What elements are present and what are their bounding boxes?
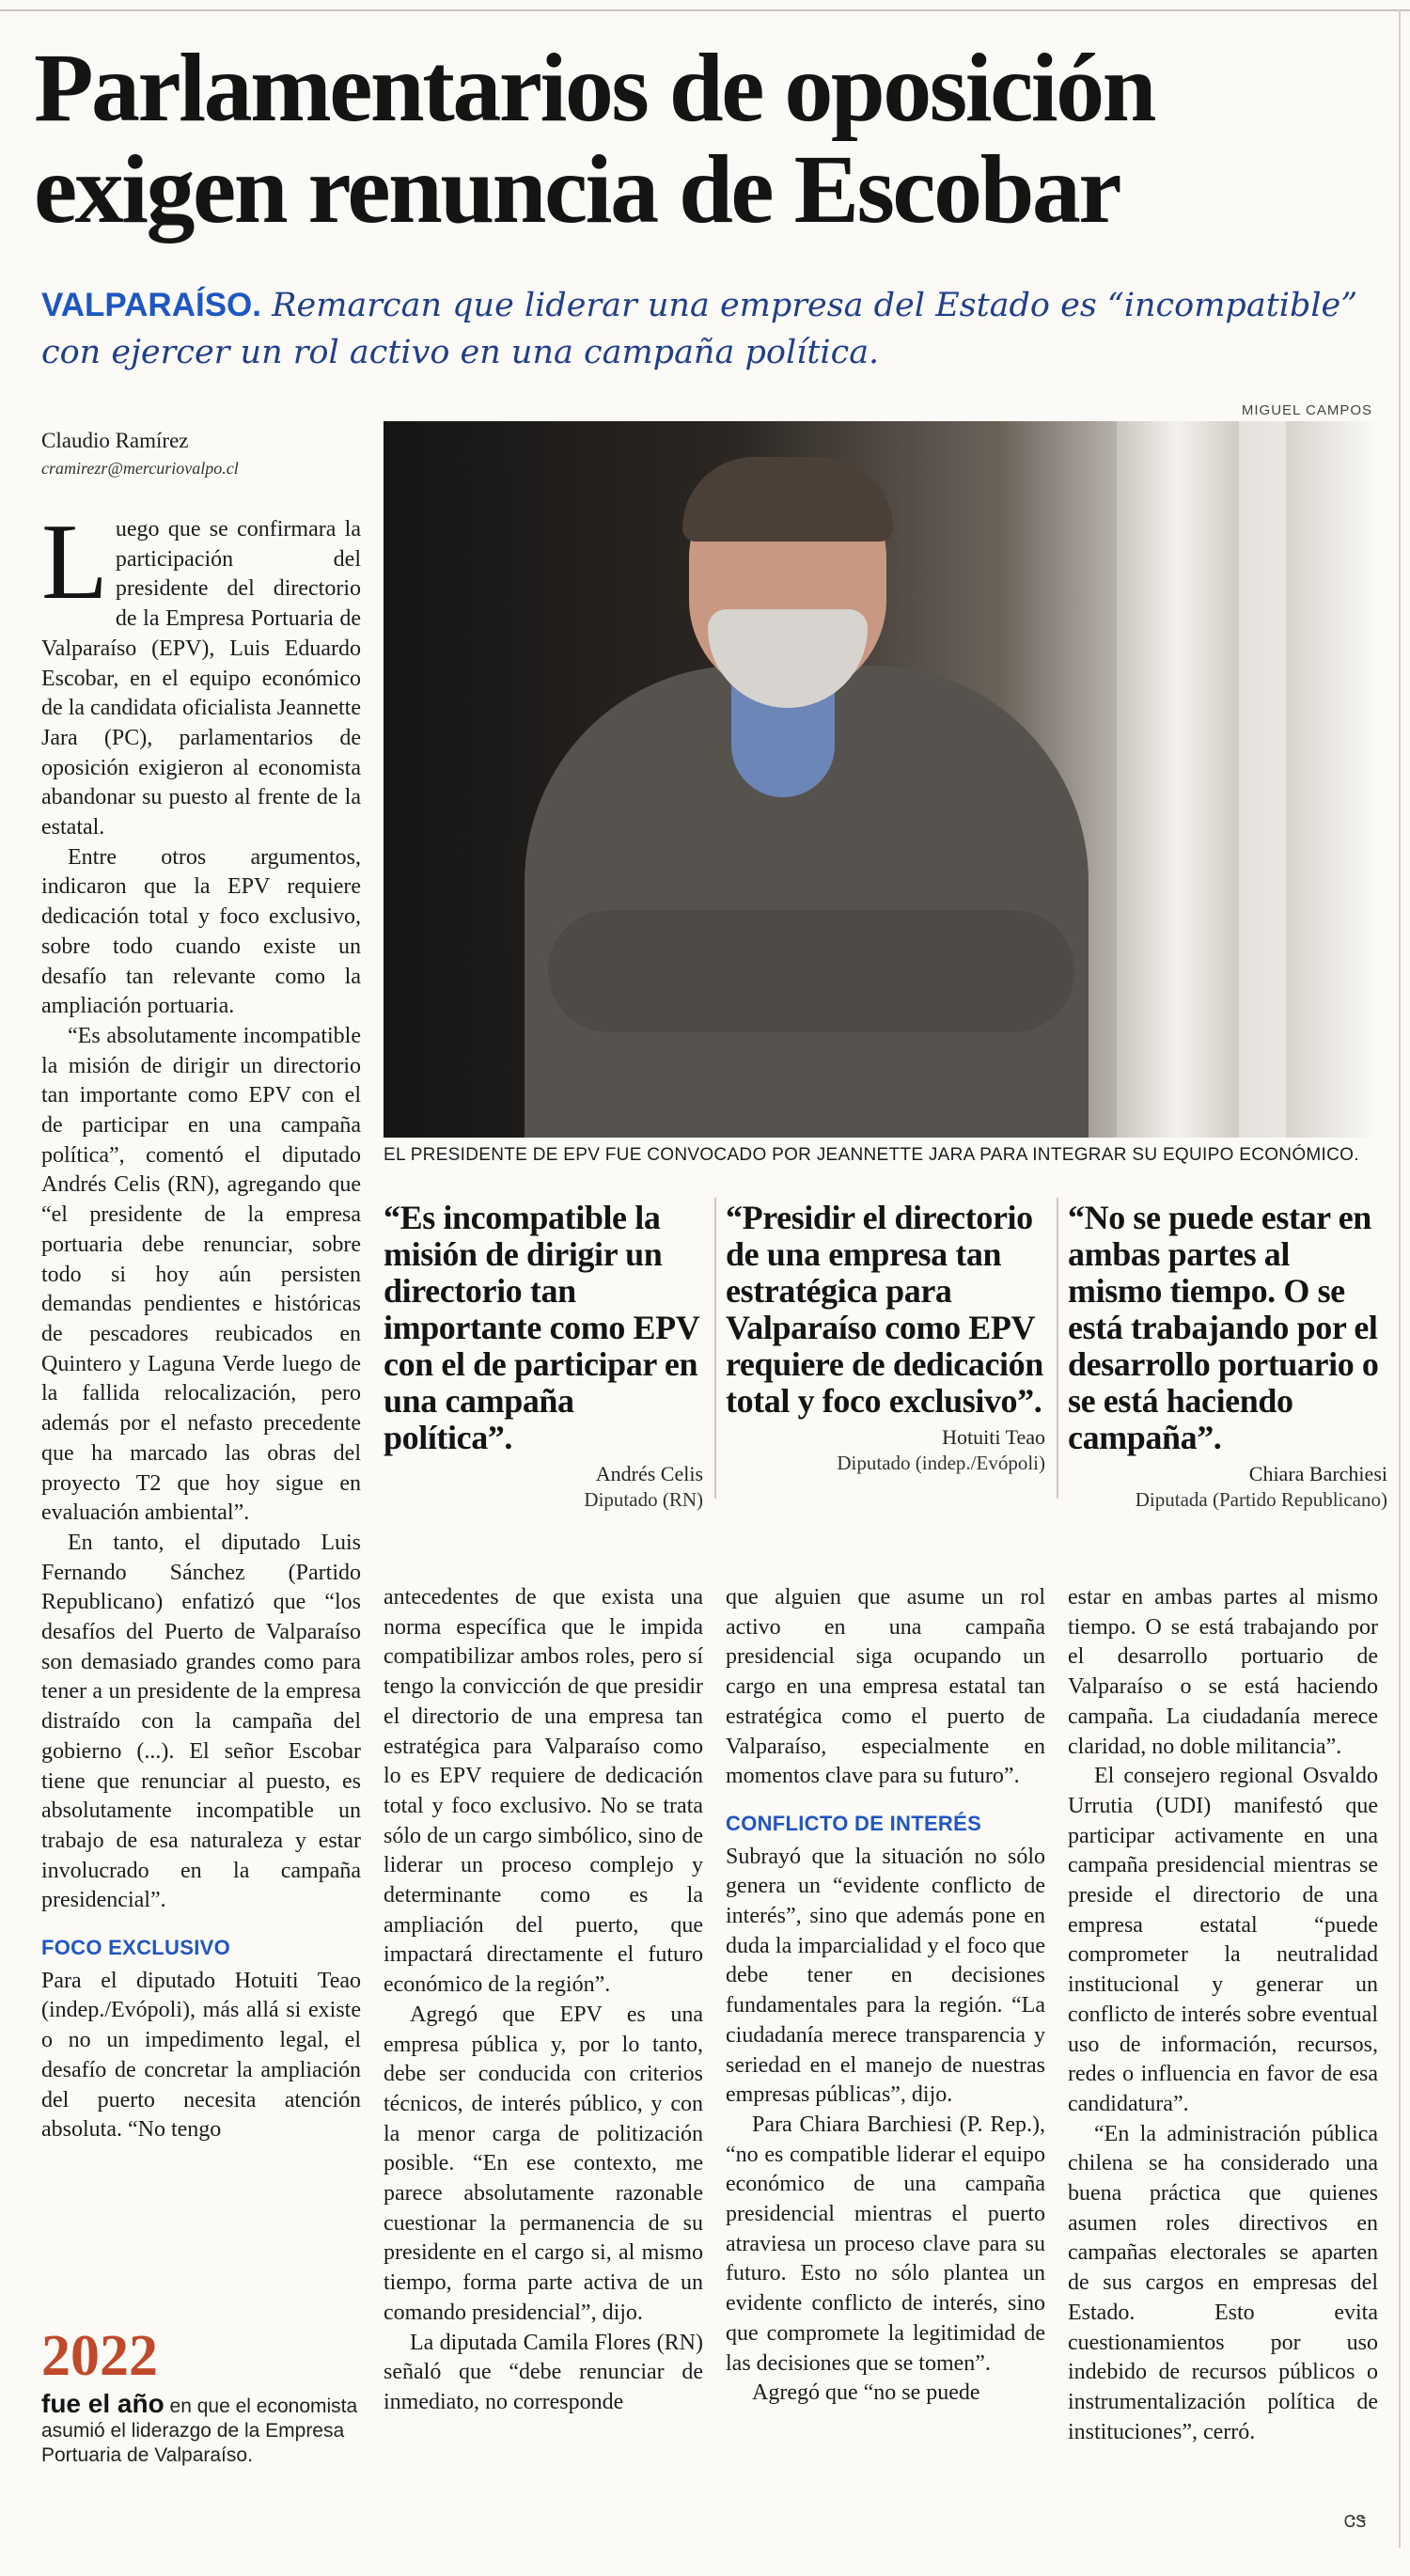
photo-arms-shape <box>548 910 1074 1032</box>
quote-divider <box>1057 1198 1058 1499</box>
paragraph: Agregó que “no se puede <box>752 2380 980 2406</box>
quote-text: “Es incompatible la misión de dirigir un directorio tan importante como EPV con el de participar en una campaña política”. <box>384 1199 699 1456</box>
article-column-1 <box>41 502 361 2145</box>
quote-role: Diputado (RN) <box>584 1488 703 1511</box>
quote-name: Andrés Celis <box>595 1462 703 1485</box>
headline: Parlamentarios de oposición exigen renuncia de Escobar <box>34 34 1154 243</box>
quote-role: Diputada (Partido Republicano) <box>1135 1488 1387 1511</box>
paragraph: Entre otros argumentos, indicaron que la EPV requiere dedicación total y foco exclusivo, sobre todo cuando existe un desafío tan relevante como la ampliación portuaria. <box>41 844 361 1019</box>
paragraph-text: uego que se confirmara la participación del presidente del directorio de la Empresa Portuaria de Valparaíso (EPV), Luis Eduardo Escobar, en el equipo económico de la candidata oficialista Jeannette Jara (PC), parlamentarios de oposición exigieron al economista abandonar su puesto al frente de la estatal. <box>41 517 361 840</box>
paragraph: Agregó que EPV es una empresa pública y, por lo tanto, debe ser conducida con criterios técnicos, de interés público, y con la menor carga de politización posible. “En ese contexto, me parece absolutamente razonable cuestionar la permanencia de su presidente en el cargo si, al mismo tiempo, forma parte activa de un comando presidencial”, dijo. <box>384 2002 703 2325</box>
paragraph: estar en ambas partes al mismo tiempo. O se está trabajando por el desarrollo portuario de Valparaíso o se está haciendo campaña. La ciudadanía merece claridad, no doble militancia”. <box>1068 1585 1378 1759</box>
byline-author: Claudio Ramírez <box>41 429 189 452</box>
article-column-4 <box>1068 1583 1378 2447</box>
pull-quote-barchiesi <box>1068 1200 1387 1512</box>
paragraph <box>41 502 361 843</box>
quote-divider <box>714 1198 716 1499</box>
dropcap: L <box>41 502 108 622</box>
photo-caption: EL PRESIDENTE DE EPV FUE CONVOCADO POR JEANNETTE JARA PARA INTEGRAR SU EQUIPO ECONÓMICO. <box>384 1145 1359 1165</box>
quote-name: Chiara Barchiesi <box>1248 1462 1387 1485</box>
kicker-text: Remarcan que liderar una empresa del Estado es “incompatible” con ejercer un rol activo en una campaña política. <box>41 287 1358 371</box>
paragraph: “En la administración pública chilena se ha considerado una buena práctica que quienes asumen roles directivos en campañas electorales se aparten de sus cargos en empresas del Estado. Esto evita cuestionamientos por uso indebido de recursos públicos o instrumentalización política de instituciones”, cerró. <box>1068 2121 1378 2444</box>
fact-year: 2022 <box>41 2324 158 2388</box>
paragraph: que alguien que asume un rol activo en una campaña presidencial siga ocupando un cargo en una empresa estatal tan estratégica como el puerto de Valparaíso, especialmente en momentos clave para su futuro”. <box>726 1585 1045 1789</box>
subhead-conflicto: CONFLICTO DE INTERÉS <box>726 1811 982 1835</box>
top-rule <box>0 9 1410 11</box>
paragraph: Subrayó que la situación no sólo genera un “evidente conflicto de interés”, sino que además pone en duda la imparcialidad y el foco que debe tener en decisiones fundamentales para la región. “La ciudadanía merece transparencia y seriedad en el manejo de nuestras empresas públicas”, dijo. <box>726 1844 1045 2108</box>
paragraph: En tanto, el diputado Luis Fernando Sánchez (Partido Republicano) enfatizó que “los desafíos del Puerto de Valparaíso son demasiado grandes como para tener a un presidente de la empresa distraído con la campaña del gobierno (...). El señor Escobar tiene que renunciar al puesto, es absolutamente incompatible un trabajo de esa naturaleza y estar involucrado en la campaña presidencial”. <box>41 1530 361 1913</box>
page-edge-rule <box>1399 9 1401 2548</box>
byline-email: cramirezr@mercuriovalpo.cl <box>41 459 239 478</box>
quote-role: Diputado (indep./Evópoli) <box>837 1452 1045 1474</box>
quote-name: Hotuiti Teao <box>942 1425 1045 1449</box>
quote-text: “Presidir el directorio de una empresa tan estratégica para Valparaíso como EPV requiere de dedicación total y foco exclusivo”. <box>726 1199 1043 1420</box>
pull-quote-teao <box>726 1200 1045 1475</box>
kicker <box>41 282 1376 376</box>
paragraph: “Es absolutamente incompatible la misión de dirigir un directorio tan importante como EPV con el de participar en una campaña política”, comentó el diputado Andrés Celis (RN), agregando que “el presidente de la empresa portuaria debe renunciar, sobre todo si hoy aún persisten demandas pendientes e históricas de pescadores reubicados en Quintero y Laguna Verde luego de la fallida relocalización, pero además por el nefasto precedente que ha marcado las obras del proyecto T2 que hoy sigue en evaluación ambiental”. <box>41 1023 361 1526</box>
pull-quote-celis <box>384 1200 703 1512</box>
paragraph: Para el diputado Hotuiti Teao (indep./Evópoli), más allá si existe o no un impedimento legal, el desafío de concretar la ampliación del puerto necesita atención absoluta. “No tengo <box>41 1968 361 2143</box>
paragraph: Para Chiara Barchiesi (P. Rep.), “no es compatible liderar el equipo económico de una campaña presidencial mientras el puerto atraviesa un proceso clave para su futuro. Esto no sólo plantea un evidente conflicto de interés, sino que compromete la legitimidad de las decisiones que se tomen”. <box>726 2112 1045 2376</box>
end-mark-icon: ᏣᏕ <box>1344 2512 1367 2532</box>
fact-box <box>41 2326 361 2468</box>
photo-credit: MIGUEL CAMPOS <box>1241 402 1372 418</box>
kicker-place: VALPARAÍSO. <box>41 287 261 323</box>
fact-text <box>41 2389 361 2468</box>
subhead-foco: FOCO EXCLUSIVO <box>41 1936 230 1960</box>
photo-column-shape <box>1117 421 1239 1138</box>
article-column-2 <box>384 1583 703 2418</box>
quote-text: “No se puede estar en ambas partes al mismo tiempo. O se está trabajando por el desarrollo portuario o se está haciendo campaña”. <box>1068 1199 1379 1456</box>
article-photo <box>384 421 1378 1138</box>
article-column-3 <box>726 1583 1045 2409</box>
paragraph: antecedentes de que exista una norma específica que le impida compatibilizar ambos roles, pero sí tengo la convicción de que presidir el directorio de una empresa tan estratégica para Valparaíso como lo es EPV requiere de dedicación total y foco exclusivo. No se trata sólo de un cargo simbólico, sino de liderar un proceso complejo y determinante como es la ampliación del puerto, que impactará directamente el futuro económico de la región”. <box>384 1585 703 1998</box>
paragraph: El consejero regional Osvaldo Urrutia (UDI) manifestó que participar activamente en una campaña presidencial mientras se preside el directorio de una empresa estatal “puede comprometer la neutralidad institucional y generar un conflicto de interés sobre eventual uso de información, recursos, redes o influencia en favor de esa candidatura”. <box>1068 1764 1378 2116</box>
fact-lead: fue el año <box>41 2389 164 2418</box>
photo-hair-shape <box>682 457 893 542</box>
photo-column-shape <box>1286 421 1378 1138</box>
fact-body: en que el economista asumió el liderazgo de la Empresa Portuaria de Valparaíso. <box>41 2395 358 2466</box>
paragraph: La diputada Camila Flores (RN) señaló que “debe renunciar de inmediato, no corresponde <box>384 2330 703 2414</box>
